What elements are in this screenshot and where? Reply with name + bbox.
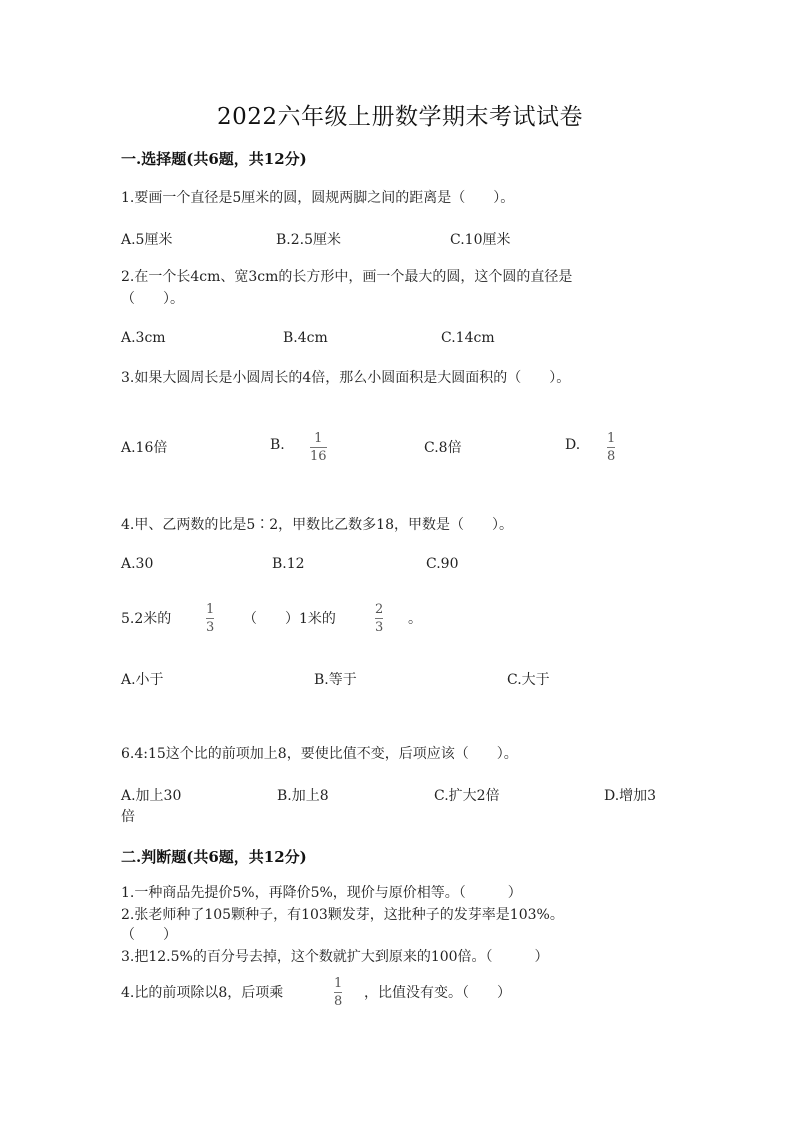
q2-option-c: C.14cm (441, 330, 495, 346)
q5-option-b: B.等于 (314, 672, 357, 688)
q5-option-a: A.小于 (121, 672, 164, 688)
fraction-denominator: 8 (607, 449, 616, 464)
fraction-denominator: 3 (206, 620, 215, 635)
q5-option-c: C.大于 (507, 672, 550, 688)
fraction-bar (206, 618, 214, 619)
fraction-numerator: 1 (314, 431, 323, 446)
fraction-denominator: 8 (334, 994, 343, 1009)
q6-option-a: A.加上30 (121, 788, 182, 804)
fraction-bar (310, 447, 327, 448)
q1-option-a: A.5厘米 (121, 232, 173, 248)
q3-fraction-d (607, 431, 615, 464)
fraction-bar (334, 992, 342, 993)
judgement-4-part-2: ，比值没有变。（ ） (364, 985, 511, 1001)
q4-option-a: A.30 (121, 556, 154, 572)
q3-option-a: A.16倍 (121, 440, 168, 456)
q1-option-b: B.2.5厘米 (276, 232, 342, 248)
fraction-numerator: 1 (607, 431, 616, 446)
q5-fraction-1 (206, 602, 214, 635)
judgement-2-line-1: 2.张老师种了105颗种子，有103颗发芽，这批种子的发芽率是103%。 (121, 907, 564, 923)
fraction-numerator: 1 (334, 976, 343, 991)
q6-option-d-wrap: 倍 (121, 809, 135, 825)
judgement-2-line-2: （ ） (121, 927, 177, 943)
judgement-4-part-1: 4.比的前项除以8，后项乘 (121, 985, 284, 1001)
page-title: 2022六年级上册数学期末考试试卷 (216, 104, 584, 130)
judgement-1-text: 1.一种商品先提价5%，再降价5%，现价与原价相等。（ ） (121, 885, 522, 901)
q6-option-d: D.增加3 (604, 788, 657, 804)
question-5-part-2: （ ）1米的 (243, 611, 336, 627)
question-2-line-1: 2.在一个长4cm、宽3cm的长方形中，画一个最大的圆，这个圆的直径是 (121, 269, 573, 285)
judgement-4-fraction (334, 976, 342, 1009)
q3-option-d: D. (565, 437, 581, 453)
q5-fraction-2 (375, 602, 383, 635)
question-5-part-3: 。 (408, 611, 422, 627)
fraction-denominator: 3 (375, 620, 384, 635)
question-6-text: 6.4:15这个比的前项加上8，要使比值不变，后项应该（ ）。 (121, 746, 518, 762)
fraction-bar (607, 447, 615, 448)
judgement-3-text: 3.把12.5%的百分号去掉，这个数就扩大到原来的100倍。（ ） (121, 949, 549, 965)
question-4-text: 4.甲、乙两数的比是5∶2，甲数比乙数多18，甲数是（ ）。 (121, 517, 513, 533)
fraction-numerator: 1 (206, 602, 215, 617)
q2-option-b: B.4cm (283, 330, 328, 346)
q3-option-c: C.8倍 (424, 440, 462, 456)
q1-option-c: C.10厘米 (450, 232, 511, 248)
q4-option-b: B.12 (272, 556, 305, 572)
section-heading-judgement: 二.判断题(共6题，共12分) (121, 848, 307, 866)
question-1-text: 1.要画一个直径是5厘米的圆，圆规两脚之间的距离是（ ）。 (121, 190, 515, 206)
q3-fraction-b (310, 431, 327, 464)
q6-option-b: B.加上8 (277, 788, 329, 804)
fraction-numerator: 2 (375, 602, 384, 617)
q6-option-c: C.扩大2倍 (434, 788, 500, 804)
fraction-bar (375, 618, 383, 619)
q4-option-c: C.90 (426, 556, 459, 572)
q3-option-b: B. (270, 437, 285, 453)
question-2-line-2: （ ）。 (121, 291, 184, 307)
section-heading-choice: 一.选择题(共6题，共12分) (121, 150, 307, 168)
q2-option-a: A.3cm (121, 330, 166, 346)
fraction-denominator: 16 (310, 449, 327, 464)
question-5-part-1: 5.2米的 (121, 611, 172, 627)
question-3-text: 3.如果大圆周长是小圆周长的4倍，那么小圆面积是大圆面积的（ ）。 (121, 370, 571, 386)
